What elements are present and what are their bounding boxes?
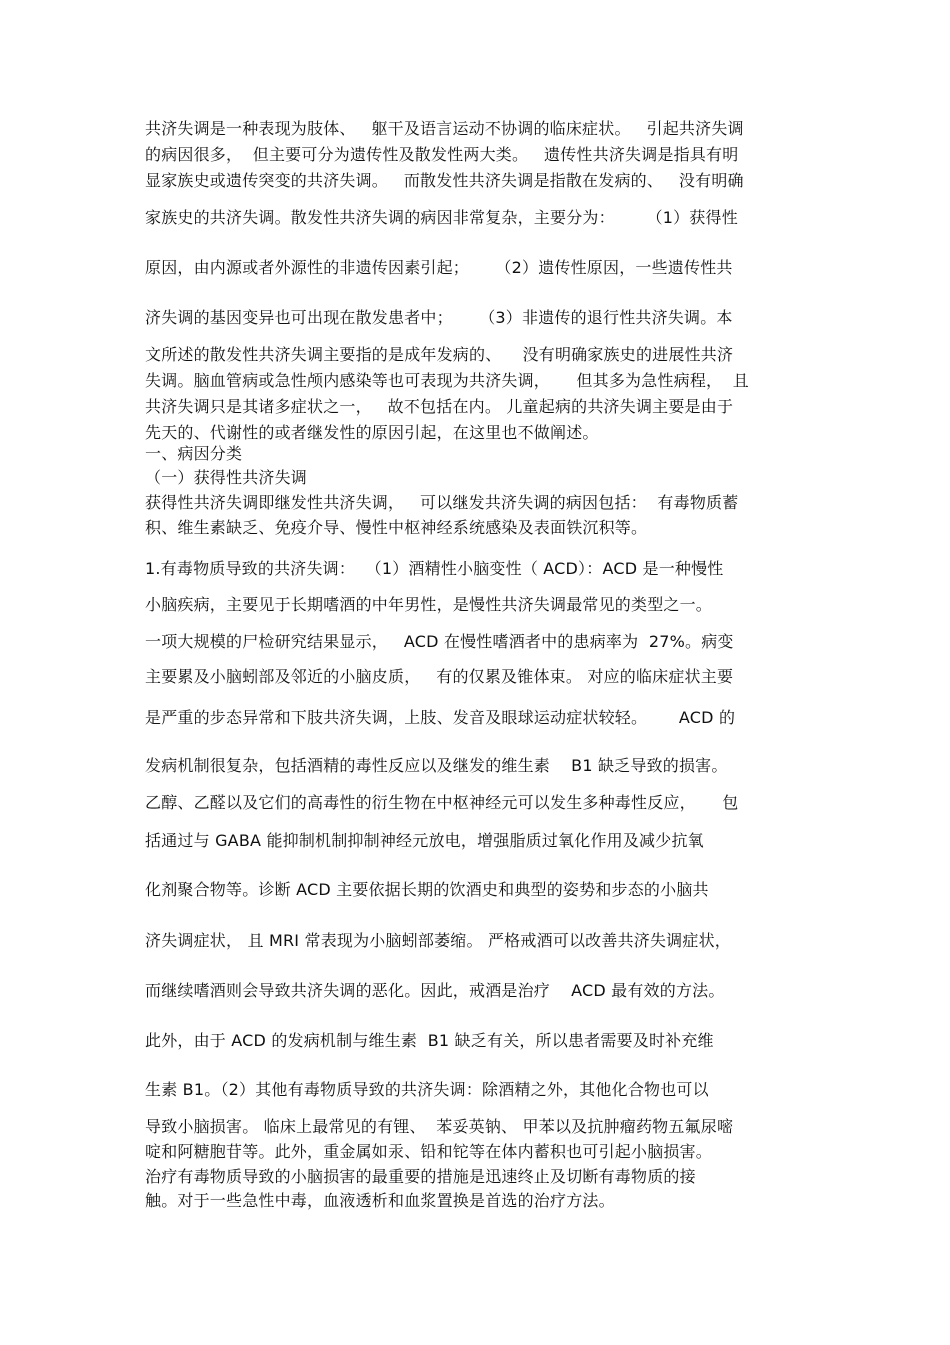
section-heading: 一、病因分类 [145,444,243,463]
text-line: 济失调的基因变异也可出现在散发患者中； （3）非遗传的退行性共济失调。本 [145,308,733,327]
text-line: 失调。脑血管病或急性颅内感染等也可表现为共济失调， 但其多为急性病程， 且 [145,371,750,390]
text-line: 导致小脑损害。 临床上最常见的有锂、 苯妥英钠、 甲苯以及抗肿瘤药物五氟尿嘧 [145,1117,734,1136]
text-line: 是严重的步态异常和下肢共济失调，上肢、发音及眼球运动症状较轻。 ACD 的 [145,708,736,727]
text-line: 先天的、代谢性的或者继发性的原因引起，在这里也不做阐述。 [145,423,599,442]
text-line: 发病机制很复杂，包括酒精的毒性反应以及继发的维生素 B1 缺乏导致的损害。 [145,756,728,775]
text-line: 共济失调只是其诸多症状之一， 故不包括在内。 儿童起病的共济失调主要是由于 [145,397,734,416]
text-line: 原因，由内源或者外源性的非遗传因素引起； （2）遗传性原因，一些遗传性共 [145,258,733,277]
text-line: 一项大规模的尸检研究结果显示， ACD 在慢性嗜酒者中的患病率为 27%。病变 [145,632,734,651]
text-line: 积、维生素缺乏、免疫介导、慢性中枢神经系统感染及表面铁沉积等。 [145,518,648,537]
text-line: 家族史的共济失调。散发性共济失调的病因非常复杂，主要分为： （1）获得性 [145,208,738,227]
text-line: 1.有毒物质导致的共济失调： （1）酒精性小脑变性（ ACD）：ACD 是一种慢性 [145,559,724,578]
text-line: 括通过与 GABA 能抑制机制抑制神经元放电，增强脂质过氧化作用及减少抗氧 [145,831,704,850]
text-line: 啶和阿糖胞苷等。此外，重金属如汞、铅和铊等在体内蓄积也可引起小脑损害。 [145,1142,713,1161]
text-line: 的病因很多， 但主要可分为遗传性及散发性两大类。 遗传性共济失调是指具有明 [145,145,739,164]
text-line: 文所述的散发性共济失调主要指的是成年发病的、 没有明确家族史的进展性共济 [145,345,734,364]
text-line: 共济失调是一种表现为肢体、 躯干及语言运动不协调的临床症状。 引起共济失调 [145,119,744,138]
text-line: 化剂聚合物等。诊断 ACD 主要依据长期的饮酒史和典型的姿势和步态的小脑共 [145,880,709,899]
text-line: 此外，由于 ACD 的发病机制与维生素 B1 缺乏有关，所以患者需要及时补充维 [145,1031,714,1050]
text-line: 小脑疾病，主要见于长期嗜酒的中年男性，是慢性共济失调最常见的类型之一。 [145,595,713,614]
subsection-heading: （一）获得性共济失调 [145,468,308,487]
text-line: 显家族史或遗传突变的共济失调。 而散发性共济失调是指散在发病的、 没有明确 [145,171,744,190]
text-line: 济失调症状， 且 MRI 常表现为小脑蚓部萎缩。 严格戒酒可以改善共济失调症状， [145,931,731,950]
text-line: 而继续嗜酒则会导致共济失调的恶化。因此，戒酒是治疗 ACD 最有效的方法。 [145,981,725,1000]
text-line: 获得性共济失调即继发性共济失调， 可以继发共济失调的病因包括： 有毒物质蓄 [145,493,739,512]
text-line: 生素 B1。（2）其他有毒物质导致的共济失调：除酒精之外，其他化合物也可以 [145,1080,709,1099]
text-line: 乙醇、乙醛以及它们的高毒性的衍生物在中枢神经元可以发生多种毒性反应， 包 [145,793,739,812]
text-line: 主要累及小脑蚓部及邻近的小脑皮质， 有的仅累及锥体束。 对应的临床症状主要 [145,667,734,686]
text-line: 治疗有毒物质导致的小脑损害的最重要的措施是迅速终止及切断有毒物质的接 [145,1167,696,1186]
text-line: 触。对于一些急性中毒，血液透析和血浆置换是首选的治疗方法。 [145,1191,615,1210]
